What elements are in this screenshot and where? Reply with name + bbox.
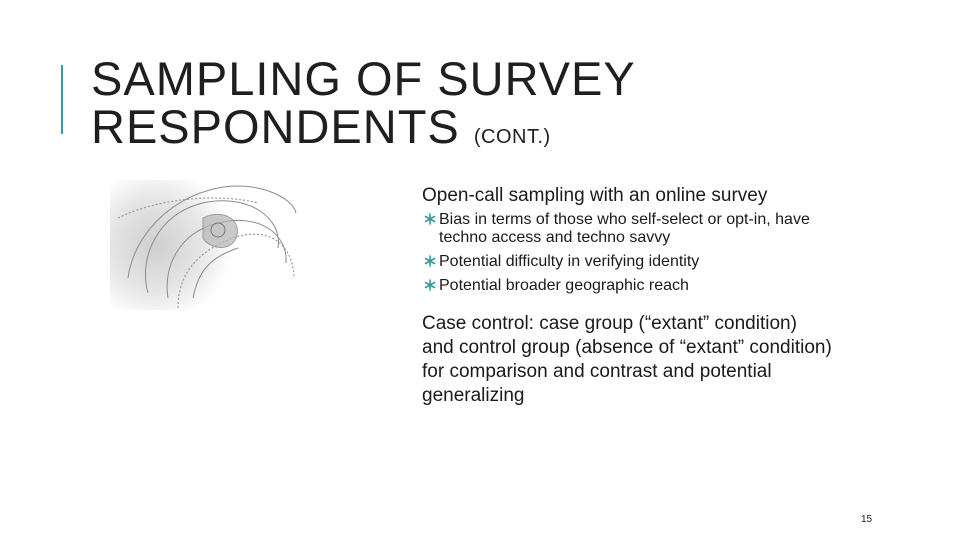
bullet-item xyxy=(422,253,842,271)
title-line-2 xyxy=(91,100,636,161)
teal-asterisk-bullet-icon xyxy=(423,211,437,229)
bullet-list xyxy=(422,211,842,295)
bullet-item xyxy=(422,211,842,247)
binary-head-illustration xyxy=(108,178,298,313)
title-accent-bar xyxy=(61,65,63,134)
teal-asterisk-bullet-icon xyxy=(423,253,437,271)
title-line-2-suffix: (CONT.) xyxy=(473,126,551,148)
teal-asterisk-bullet-icon xyxy=(423,277,437,295)
slide-content xyxy=(422,184,842,408)
bullet-text: Bias in terms of those who self-select or opt-in, have techno access and techno savvy xyxy=(439,211,810,246)
content-heading: Open-call sampling with an online survey xyxy=(422,185,768,206)
title-line-1: SAMPLING OF SURVEY xyxy=(91,52,636,105)
bullet-text: Potential broader geographic reach xyxy=(439,277,689,294)
bullet-text: Potential difficulty in verifying identity xyxy=(439,253,700,270)
bullet-item xyxy=(422,277,842,295)
page-number: 15 xyxy=(861,514,873,525)
slide-title xyxy=(91,52,636,161)
title-line-2-main: RESPONDENTS xyxy=(91,100,460,153)
abstract-binary-head-illustration-icon xyxy=(108,178,298,313)
case-control-paragraph: Case control: case group (“extant” condition) and control group (absence of “extant” condition) for comparison and contrast and potential generalizing xyxy=(422,313,832,406)
